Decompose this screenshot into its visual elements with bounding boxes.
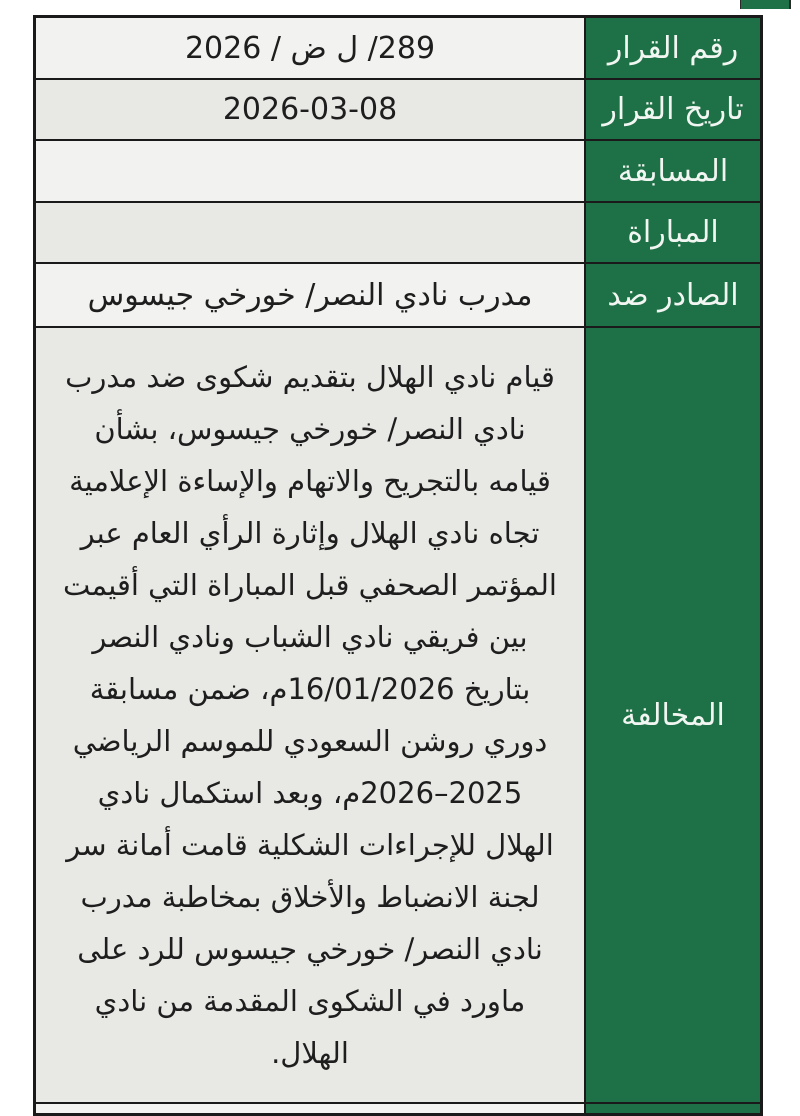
value-competition <box>36 141 584 201</box>
table-row-competition <box>36 141 760 203</box>
table-row-violation <box>36 328 760 1104</box>
violation-text: قيام نادي الهلال بتقديم شكوى ضد مدرب نادي النصر/ خورخي جيسوس، بشأن قيامه بالتجريح والاتهام والإساءة الإعلامية تجاه نادي الهلال وإثارة الرأي العام عبر المؤتمر الصحفي قبل المباراة التي أقيمت بين فريقي نادي الشباب ونادي النصر بتاريخ 16/01/2026م، ضمن مسابقة دوري روشن السعودي للموسم الرياضي 2025–2026م، وبعد استكمال نادي الهلال للإجراءات الشكلية قامت أمانة سر لجنة الانضباط والأخلاق بمخاطبة مدرب نادي النصر/ خورخي جيسوس للرد على ماورد في الشكوى المقدمة من نادي الهلال. <box>36 328 584 1102</box>
label-issued-against: الصادر ضد <box>584 264 760 326</box>
label-match: المباراة <box>584 203 760 262</box>
table-row-decision-number <box>36 18 760 80</box>
table-row-next-cropped <box>36 1104 760 1113</box>
table-row-decision-date <box>36 80 760 141</box>
label-decision-number: رقم القرار <box>584 18 760 78</box>
value-decision-date: 2026-03-08 <box>36 80 584 139</box>
decision-table <box>33 15 763 1116</box>
next-row-label-sliver <box>584 1104 760 1113</box>
next-row-value-sliver <box>36 1104 584 1113</box>
label-decision-date: تاريخ القرار <box>584 80 760 139</box>
cropped-green-cell-fragment <box>740 0 791 9</box>
table-row-issued-against <box>36 264 760 328</box>
value-match <box>36 203 584 262</box>
value-issued-against: مدرب نادي النصر/ خورخي جيسوس <box>36 264 584 326</box>
label-violation: المخالفة <box>584 328 760 1102</box>
value-decision-number: 289/ ل ض / 2026 <box>36 18 584 78</box>
table-row-match <box>36 203 760 264</box>
label-competition: المسابقة <box>584 141 760 201</box>
